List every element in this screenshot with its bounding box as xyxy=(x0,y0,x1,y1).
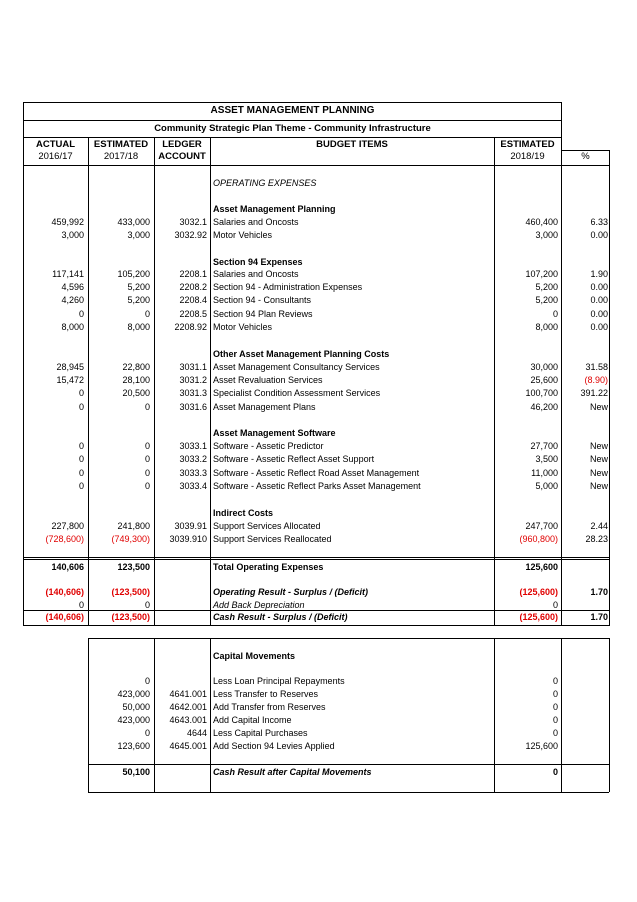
budget-item: Support Services Reallocated xyxy=(213,534,332,544)
budget-item: Software - Assetic Reflect Asset Support xyxy=(213,454,375,464)
pct-change: 0.00 xyxy=(590,309,608,319)
actual-value: 4,260 xyxy=(61,295,84,305)
estimated-prev-value: (749,300) xyxy=(111,534,150,544)
capital-item: Add Capital Income xyxy=(213,715,292,725)
actual-value: 227,800 xyxy=(51,521,84,531)
pct-change: New xyxy=(589,402,608,412)
estimated-value: 5,000 xyxy=(535,481,558,491)
estimated-value: 8,000 xyxy=(535,322,558,332)
op-result-pct: 1.70 xyxy=(590,587,608,597)
ledger-account: 3033.4 xyxy=(179,481,207,491)
pct-change: 391.22 xyxy=(580,388,608,398)
budget-item: Salaries and Oncosts xyxy=(213,269,299,279)
estimated-prev-value: 0 xyxy=(144,468,150,478)
actual-value: 8,000 xyxy=(61,322,84,332)
capital-estimated: 0 xyxy=(552,676,558,686)
estimated-prev-value: 28,100 xyxy=(122,375,150,385)
ledger-account: 3032.92 xyxy=(174,230,207,240)
ledger-account: 3039.91 xyxy=(174,521,207,531)
actual-value: 117,141 xyxy=(52,269,84,279)
estimated-value: 100,700 xyxy=(525,388,558,398)
actual-value: (728,600) xyxy=(45,534,84,544)
estimated-prev-value: 0 xyxy=(144,402,150,412)
capital-estimated-prev: 123,600 xyxy=(117,741,150,751)
capital-estimated: 0 xyxy=(552,728,558,738)
section-heading: Other Asset Management Planning Costs xyxy=(213,349,390,359)
ledger-account: 3033.3 xyxy=(179,468,207,478)
ledger-account: 2208.92 xyxy=(174,322,207,332)
pct-change: 0.00 xyxy=(590,282,608,292)
budget-item: Asset Management Plans xyxy=(213,402,316,412)
capital-item: Less Transfer to Reserves xyxy=(213,689,319,699)
actual-value: 0 xyxy=(78,481,84,491)
ledger-account: 3031.3 xyxy=(179,388,207,398)
estimated-value: 460,400 xyxy=(525,217,558,227)
frame-subtitle-bottom xyxy=(23,137,562,138)
capital-item: Less Capital Purchases xyxy=(213,728,308,738)
frame-right xyxy=(609,150,610,626)
pct-change: 0.00 xyxy=(590,322,608,332)
estimated-value: 5,200 xyxy=(535,295,558,305)
capital-estimated: 0 xyxy=(552,702,558,712)
estimated-prev-value: 5,200 xyxy=(127,282,150,292)
budget-item: Salaries and Oncosts xyxy=(213,217,299,227)
addback-estimated: 0 xyxy=(552,600,558,610)
capital-estimated-prev: 423,000 xyxy=(117,715,150,725)
capital-ledger: 4642.001 xyxy=(169,702,207,712)
rule-cash-bottom xyxy=(23,625,609,626)
estimated-prev-value: 241,800 xyxy=(117,521,150,531)
cap-top xyxy=(88,638,609,639)
estimated-value: 11,000 xyxy=(531,468,558,478)
total-actual: 140,606 xyxy=(51,562,84,572)
capital-item: Add Transfer from Reserves xyxy=(213,702,326,712)
estimated-value: 107,200 xyxy=(525,269,558,279)
header-estimated: ESTIMATED 2018/19 xyxy=(500,139,555,162)
cash-result-estimated-prev: (123,500) xyxy=(111,612,150,622)
capital-estimated: 0 xyxy=(552,715,558,725)
budget-item: Motor Vehicles xyxy=(213,322,273,332)
col-div-3 xyxy=(210,137,211,626)
cash-result-label: Cash Result - Surplus / (Deficit) xyxy=(213,612,348,622)
budget-item: Section 94 - Administration Expenses xyxy=(213,282,363,292)
page-subtitle: Community Strategic Plan Theme - Community Infrastructure xyxy=(154,123,431,134)
capital-estimated-prev: 0 xyxy=(144,676,150,686)
header-items: BUDGET ITEMS xyxy=(316,139,388,150)
section-heading: Asset Management Software xyxy=(213,428,336,438)
capital-heading: Capital Movements xyxy=(213,651,296,661)
capital-ledger: 4641.001 xyxy=(169,689,207,699)
budget-item: Section 94 Plan Reviews xyxy=(213,309,313,319)
estimated-value: (960,800) xyxy=(519,534,558,544)
total-label: Total Operating Expenses xyxy=(213,562,324,572)
estimated-prev-value: 22,800 xyxy=(122,362,150,372)
budget-item: Support Services Allocated xyxy=(213,521,321,531)
estimated-prev-value: 0 xyxy=(144,454,150,464)
pct-change: 28.23 xyxy=(585,534,608,544)
addback-actual: 0 xyxy=(78,600,84,610)
budget-item: Section 94 - Consultants xyxy=(213,295,312,305)
cap-final-bottom xyxy=(88,792,609,793)
pct-change: New xyxy=(589,481,608,491)
final-label: Cash Result after Capital Movements xyxy=(213,767,372,777)
rule-total-top xyxy=(23,557,609,558)
header-ledger: LEDGER ACCOUNT xyxy=(158,139,206,162)
section-heading: OPERATING EXPENSES xyxy=(213,178,317,188)
ledger-account: 2208.4 xyxy=(179,295,207,305)
estimated-prev-value: 0 xyxy=(144,309,150,319)
budget-item: Software - Assetic Reflect Road Asset Management xyxy=(213,468,420,478)
estimated-prev-value: 105,200 xyxy=(117,269,150,279)
pct-change: 6.33 xyxy=(590,217,608,227)
actual-value: 15,472 xyxy=(56,375,84,385)
estimated-prev-value: 8,000 xyxy=(127,322,150,332)
page-title: ASSET MANAGEMENT PLANNING xyxy=(210,105,375,116)
estimated-prev-value: 0 xyxy=(144,481,150,491)
capital-ledger: 4643.001 xyxy=(169,715,207,725)
estimated-value: 5,200 xyxy=(535,282,558,292)
estimated-value: 46,200 xyxy=(530,402,558,412)
pct-change: 31.58 xyxy=(585,362,608,372)
ledger-account: 3033.1 xyxy=(179,441,207,451)
capital-ledger: 4644 xyxy=(186,728,207,738)
header-actual: ACTUAL 2016/17 xyxy=(35,139,76,162)
final-estimated: 0 xyxy=(552,767,558,777)
pct-change: 0.00 xyxy=(590,230,608,240)
pct-change: New xyxy=(589,441,608,451)
estimated-prev-value: 20,500 xyxy=(122,388,150,398)
total-estimated: 125,600 xyxy=(525,562,558,572)
ledger-account: 3031.6 xyxy=(179,402,207,412)
estimated-value: 247,700 xyxy=(525,521,558,531)
capital-estimated-prev: 50,000 xyxy=(122,702,150,712)
ledger-account: 2208.1 xyxy=(179,269,207,279)
capital-ledger: 4645.001 xyxy=(169,741,207,751)
actual-value: 0 xyxy=(78,454,84,464)
pct-change: (8.90) xyxy=(584,375,608,385)
cap-div-5 xyxy=(561,638,562,792)
frame-top xyxy=(23,102,562,103)
section-heading: Indirect Costs xyxy=(213,508,274,518)
estimated-value: 0 xyxy=(552,309,558,319)
capital-item: Add Section 94 Levies Applied xyxy=(213,741,335,751)
frame-title-bottom xyxy=(23,120,562,121)
cap-right xyxy=(609,638,610,792)
header-estimated-prev: ESTIMATED 2017/18 xyxy=(93,139,149,162)
estimated-prev-value: 5,200 xyxy=(127,295,150,305)
addback-label: Add Back Depreciation xyxy=(213,600,305,610)
capital-estimated-prev: 0 xyxy=(144,728,150,738)
final-estimated-prev: 50,100 xyxy=(122,767,150,777)
budget-item: Software - Assetic Predictor xyxy=(213,441,324,451)
cash-result-estimated: (125,600) xyxy=(519,612,558,622)
cap-final-top xyxy=(88,764,609,765)
actual-value: 0 xyxy=(78,388,84,398)
ledger-account: 3032.1 xyxy=(179,217,207,227)
capital-item: Less Loan Principal Repayments xyxy=(213,676,345,686)
actual-value: 0 xyxy=(78,309,84,319)
cash-result-actual: (140,606) xyxy=(45,612,84,622)
ledger-account: 2208.5 xyxy=(179,309,207,319)
actual-value: 0 xyxy=(78,468,84,478)
ledger-account: 3031.1 xyxy=(179,362,207,372)
pct-change: New xyxy=(589,468,608,478)
pct-change: 2.44 xyxy=(590,521,608,531)
estimated-prev-value: 3,000 xyxy=(127,230,150,240)
total-estimated-prev: 123,500 xyxy=(117,562,150,572)
section-heading: Section 94 Expenses xyxy=(213,257,303,267)
ledger-account: 3039.910 xyxy=(169,534,207,544)
pct-change: 0.00 xyxy=(590,295,608,305)
actual-value: 459,992 xyxy=(51,217,84,227)
estimated-value: 25,600 xyxy=(530,375,558,385)
cash-result-pct: 1.70 xyxy=(590,612,608,622)
op-result-actual: (140,606) xyxy=(45,587,84,597)
budget-item: Specialist Condition Assessment Services xyxy=(213,388,381,398)
addback-estimated-prev: 0 xyxy=(144,600,150,610)
budget-item: Motor Vehicles xyxy=(213,230,273,240)
op-result-label: Operating Result - Surplus / (Deficit) xyxy=(213,587,369,597)
actual-value: 4,596 xyxy=(61,282,84,292)
ledger-account: 3031.2 xyxy=(179,375,207,385)
budget-item: Software - Assetic Reflect Parks Asset Management xyxy=(213,481,421,491)
estimated-value: 27,700 xyxy=(530,441,558,451)
actual-value: 0 xyxy=(78,402,84,412)
cap-div-3 xyxy=(210,638,211,792)
actual-value: 0 xyxy=(78,441,84,451)
pct-change: 1.90 xyxy=(590,269,608,279)
ledger-account: 3033.2 xyxy=(179,454,207,464)
estimated-value: 3,500 xyxy=(535,454,558,464)
estimated-prev-value: 433,000 xyxy=(117,217,150,227)
op-result-estimated: (125,600) xyxy=(519,587,558,597)
capital-estimated: 125,600 xyxy=(525,741,558,751)
estimated-value: 3,000 xyxy=(535,230,558,240)
actual-value: 28,945 xyxy=(56,362,84,372)
header-pct: % xyxy=(581,151,590,162)
estimated-value: 30,000 xyxy=(530,362,558,372)
frame-header-bottom xyxy=(23,165,609,166)
rule-total-top2 xyxy=(23,559,609,560)
capital-estimated-prev: 423,000 xyxy=(117,689,150,699)
budget-item: Asset Revaluation Services xyxy=(213,375,323,385)
section-heading: Asset Management Planning xyxy=(213,204,336,214)
estimated-prev-value: 0 xyxy=(144,441,150,451)
op-result-estimated-prev: (123,500) xyxy=(111,587,150,597)
actual-value: 3,000 xyxy=(61,230,84,240)
ledger-account: 2208.2 xyxy=(179,282,207,292)
pct-change: New xyxy=(589,454,608,464)
budget-item: Asset Management Consultancy Services xyxy=(213,362,380,372)
capital-estimated: 0 xyxy=(552,689,558,699)
